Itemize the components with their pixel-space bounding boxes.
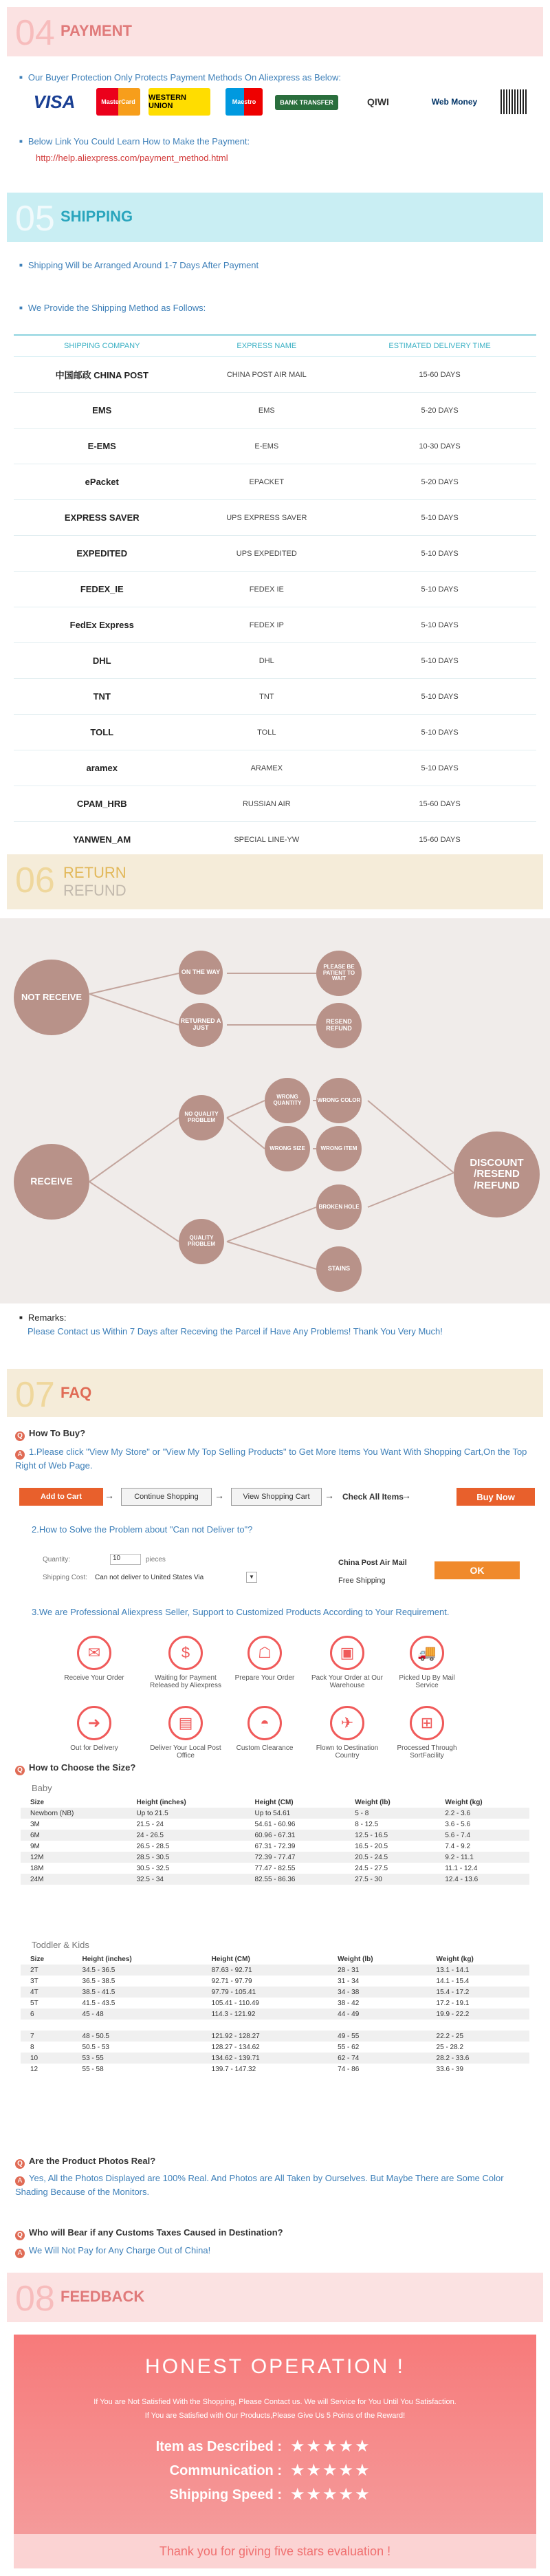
shipping-time-cell: 5-10 DAYS (343, 715, 536, 750)
shipping-name-cell: TOLL (190, 715, 344, 750)
payment-line1: ■ Our Buyer Protection Only Protects Payment Methods On Aliexpress as Below: (19, 72, 341, 83)
no-quality-circle: NO QUALITY PROBLEM (179, 1095, 224, 1140)
feedback-panel (14, 2335, 536, 2568)
shipping-row (14, 464, 536, 500)
size-header-cell: Size (21, 1953, 73, 1965)
size-cell: 9.2 - 11.1 (435, 1852, 529, 1863)
faq-a6 (15, 2245, 210, 2258)
process-step-icon: ☖ (248, 1636, 282, 1670)
shipping-company-cell: EXPRESS SAVER (14, 500, 190, 536)
size-cell: 5T (30, 1999, 38, 2007)
shipping-company-cell: FedEx Express (14, 607, 190, 643)
shipping-company-cell: DHL (14, 643, 190, 679)
feedback-banner (7, 2273, 543, 2322)
size-cell: 3T (30, 1977, 38, 1985)
faq-q1-text: How To Buy? (29, 1428, 86, 1438)
quality-problem-circle: QUALITY PROBLEM (179, 1219, 224, 1264)
discount-circle: DISCOUNT /RESEND /REFUND (454, 1132, 540, 1217)
size-cell: 72.39 - 77.47 (245, 1852, 346, 1863)
rating-label-item: Item as Described : (155, 2439, 282, 2454)
size-header-cell: Weight (kg) (435, 1797, 529, 1808)
size-row (21, 2053, 529, 2064)
size-cell: 92.71 - 97.79 (211, 1977, 252, 1985)
shipping-company-cell: TNT (14, 679, 190, 715)
feedback-line1: If You are Not Satisfied With the Shopping, Please Contact us. We will Service for You Until You Satisfaction. (94, 2398, 456, 2406)
size-cell: 45 - 48 (73, 2009, 202, 2020)
size-header-cell: Height (CM) (202, 1953, 328, 1965)
be-patient-circle: PLEASE BE PATIENT TO WAIT (316, 951, 362, 996)
refund-title1: RETURN (63, 864, 126, 881)
size-cell (427, 2020, 529, 2031)
shipping-time-cell: 15-60 DAYS (343, 822, 536, 858)
shipping-company-cell: YANWEN_AM (14, 822, 190, 858)
size-row (21, 1808, 529, 1819)
size-cell (328, 2020, 426, 2031)
faq-number: 07 (15, 1375, 55, 1415)
col-time: ESTIMATED DELIVERY TIME (343, 335, 536, 357)
size-row (21, 1976, 529, 1987)
size-cell: 28 - 31 (328, 1965, 426, 1976)
faq-q6 (15, 2227, 283, 2240)
size-cell: 15.4 - 17.2 (427, 1987, 529, 1998)
not-receive-circle: NOT RECEIVE (14, 960, 89, 1035)
size-header-cell: Weight (lb) (328, 1953, 426, 1965)
size-cell: 12M (21, 1852, 127, 1863)
faq-q4 (15, 1762, 135, 1775)
shipping-time-cell: 5-10 DAYS (343, 500, 536, 536)
size-cell: 128.27 - 134.62 (211, 2043, 260, 2051)
faq-q5 (15, 2156, 155, 2169)
col-company: SHIPPING COMPANY (14, 335, 190, 357)
faq-q5-text: Are the Product Photos Real? (29, 2156, 156, 2166)
process-step-label: Flown to Destination Country (316, 1744, 379, 1760)
shipping-name-cell: E-EMS (190, 429, 344, 464)
payment-banner (7, 7, 543, 56)
size-cell: 32.5 - 34 (127, 1874, 245, 1885)
step-arrow-icon: → (104, 1490, 114, 1501)
q-dot-icon: Q (15, 2159, 25, 2169)
faq-q2: 2.How to Solve the Problem about "Can not Deliver to"? (32, 1524, 253, 1535)
size-cell: 2.2 - 3.6 (435, 1808, 529, 1819)
process-step-icon: ✉ (77, 1636, 111, 1670)
shipping-row (14, 750, 536, 786)
webmoney-logo: Web Money (431, 97, 478, 107)
size-cell: 11.1 - 12.4 (445, 1864, 478, 1872)
continue-shopping-button[interactable]: Continue Shopping (121, 1488, 212, 1506)
size-cell: 16.5 - 20.5 (355, 1842, 388, 1850)
view-cart-button[interactable]: View Shopping Cart (231, 1488, 322, 1506)
size-cell (73, 2020, 202, 2031)
process-step-icon: ✈ (330, 1706, 364, 1740)
shipping-line2: ■ We Provide the Shipping Method as Follows: (19, 303, 206, 313)
size-row (21, 1998, 529, 2009)
ok-button[interactable]: OK (434, 1561, 520, 1579)
on-way-circle: ON THE WAY (179, 951, 223, 995)
shipping-name-cell: EPACKET (190, 464, 344, 500)
quantity-input[interactable]: 10 (110, 1554, 141, 1565)
size-cell: 54.61 - 60.96 (254, 1820, 296, 1828)
size-cell: 6 (21, 2009, 73, 2020)
size-cell: 21.5 - 24 (136, 1820, 164, 1828)
size-cell: 10 (21, 2053, 73, 2064)
shipping-time-cell: 5-20 DAYS (343, 393, 536, 429)
size-cell: 24.5 - 27.5 (355, 1864, 388, 1872)
faq-q3: 3.We are Professional Aliexpress Seller, Support to Customized Products According to Your Requirement. (32, 1607, 450, 1617)
refund-number: 06 (15, 861, 55, 900)
shipping-name-cell: FEDEX IE (190, 572, 344, 607)
broken-hole-circle: BROKEN HOLE (316, 1184, 362, 1230)
size-header-cell: Height (CM) (245, 1797, 346, 1808)
a-dot-icon: A (15, 2249, 25, 2258)
size-cell: 17.2 - 19.1 (436, 1999, 470, 2007)
shipping-time-cell: 5-10 DAYS (343, 643, 536, 679)
size-cell: 97.79 - 105.41 (202, 1987, 328, 1998)
size-row (21, 2042, 529, 2053)
faq-a5 (15, 2172, 538, 2198)
shipping-row (14, 572, 536, 607)
size-cell: 55 - 58 (82, 2065, 104, 2073)
faq-q1 (15, 1428, 85, 1441)
size-cell: 134.62 - 139.71 (202, 2053, 328, 2064)
size-cell: 5.6 - 7.4 (435, 1830, 529, 1841)
size-header-cell: Weight (kg) (427, 1953, 529, 1965)
size-cell: 48 - 50.5 (73, 2031, 202, 2042)
payment-title: PAYMENT (60, 22, 132, 39)
size-header-cell: Weight (lb) (345, 1797, 435, 1808)
size-cell: 31 - 34 (338, 1977, 360, 1985)
size-cell: 53 - 55 (73, 2053, 202, 2064)
process-step-label: Waiting for Payment Released by Aliexpress (150, 1674, 221, 1689)
shipping-time-cell: 15-60 DAYS (343, 786, 536, 822)
process-step-icon: ◓ (248, 1706, 282, 1740)
barcode-icon (500, 89, 528, 114)
step-arrow-icon: → (214, 1490, 224, 1501)
pieces-label: pieces (146, 1556, 166, 1563)
receive-circle: RECEIVE (14, 1144, 89, 1220)
size-row (21, 2031, 529, 2042)
faq-a6-text: We Will Not Pay for Any Charge Out of China! (29, 2245, 211, 2255)
shipping-company-cell: FEDEX_IE (14, 572, 190, 607)
size-cell (202, 2020, 328, 2031)
maestro-logo: Maestro (226, 88, 263, 116)
bank-transfer-logo: BANK TRANSFER (275, 95, 338, 110)
size-cell: 19.9 - 22.2 (427, 2009, 529, 2020)
shipping-name-cell: FEDEX IP (190, 607, 344, 643)
shipping-name-cell: SPECIAL LINE-YW (190, 822, 344, 858)
process-step-label: Picked Up By Mail Service (399, 1674, 455, 1689)
qiwi-logo: QIWI (367, 96, 389, 107)
wrong-item-circle: WRONG ITEM (316, 1126, 362, 1171)
size-cell: 36.5 - 38.5 (82, 1977, 116, 1985)
size-cell: 139.7 - 147.32 (211, 2065, 256, 2073)
size-cell: Up to 21.5 (127, 1808, 245, 1819)
size-cell: 20.5 - 24.5 (345, 1852, 435, 1863)
size-cell: 28.5 - 30.5 (127, 1852, 245, 1863)
rating-stars-comm: ★★★★★ (290, 2461, 371, 2480)
remarks-title: ■ Remarks: (19, 1312, 66, 1323)
feedback-number: 08 (15, 2279, 55, 2319)
process-step-label: Receive Your Order (64, 1674, 124, 1682)
size-row (21, 2064, 529, 2075)
rating-label-speed: Shipping Speed : (169, 2487, 282, 2502)
process-step-icon: ▣ (330, 1636, 364, 1670)
wrong-size-circle: WRONG SIZE (265, 1126, 310, 1171)
size-cell: 18M (30, 1864, 44, 1872)
faq-banner (7, 1369, 543, 1417)
toddler-label: Toddler & Kids (32, 1940, 89, 1950)
size-cell: 26.5 - 28.5 (136, 1842, 170, 1850)
size-row (21, 1987, 529, 1998)
faq-a1-text: 1.Please click "View My Store" or "View My Top Selling Products" to Get More Items You Want With Shopping Cart,On the Top Right of Web Page. (15, 1447, 527, 1471)
size-cell: 27.5 - 30 (345, 1874, 435, 1885)
size-cell: 3.6 - 5.6 (445, 1820, 471, 1828)
shipping-name-cell: ARAMEX (190, 750, 344, 786)
q-dot-icon: Q (15, 2231, 25, 2240)
refund-banner (7, 854, 543, 909)
process-step-label: Processed Through SortFacility (397, 1744, 457, 1760)
shipping-time-cell: 10-30 DAYS (343, 429, 536, 464)
faq-a5-text: Yes, All the Photos Displayed are 100% Real. And Photos are All Taken by Ourselves. But Maybe There are Some Color Shading Because of the Monitors. (15, 2173, 504, 2197)
size-cell: 6M (21, 1830, 127, 1841)
shipping-name-cell: DHL (190, 643, 344, 679)
size-cell: 67.31 - 72.39 (254, 1842, 296, 1850)
shipping-time-cell: 5-10 DAYS (343, 679, 536, 715)
shipping-row (14, 429, 536, 464)
shipping-company-cell: aramex (14, 750, 190, 786)
shipping-banner (7, 193, 543, 242)
rating-label-comm: Communication : (169, 2463, 282, 2478)
size-cell: 8 - 12.5 (355, 1820, 379, 1828)
feedback-line2: If You are Satisfied with Our Products,Please Give Us 5 Points of the Reward! (144, 2412, 406, 2420)
size-header-cell: Height (inches) (127, 1797, 245, 1808)
shipping-time-cell: 15-60 DAYS (343, 357, 536, 393)
buy-now-button[interactable]: Buy Now (456, 1488, 535, 1506)
size-cell: 9M (30, 1842, 40, 1850)
thanks-text: Thank you for giving five stars evaluation ! (159, 2544, 391, 2558)
size-cell: 87.63 - 92.71 (202, 1965, 328, 1976)
payment-number: 04 (15, 13, 55, 53)
shipping-company-cell: 中国邮政 CHINA POST (14, 357, 190, 393)
process-step-label: Out for Delivery (70, 1744, 118, 1752)
shipping-row (14, 536, 536, 572)
size-cell: 55 - 62 (338, 2043, 360, 2051)
process-step-icon: 🚚 (410, 1636, 444, 1670)
visa-logo: VISA (33, 91, 76, 112)
shipping-company-cell: TOLL (14, 715, 190, 750)
shipping-name-cell: CHINA POST AIR MAIL (190, 357, 344, 393)
shipping-row (14, 786, 536, 822)
step-arrow-icon: → (324, 1490, 334, 1501)
size-cell: 38.5 - 41.5 (73, 1987, 202, 1998)
rating-stars-item: ★★★★★ (290, 2437, 371, 2456)
dropdown-chevron-icon[interactable]: ▼ (246, 1572, 257, 1583)
payment-line2: ■ Below Link You Could Learn How to Make the Payment: (19, 136, 250, 147)
size-cell: 77.47 - 82.55 (254, 1864, 296, 1872)
size-cell: 62 - 74 (328, 2053, 426, 2064)
process-step-icon: ➜ (77, 1706, 111, 1740)
shipping-row (14, 679, 536, 715)
size-cell: Up to 54.61 (245, 1808, 346, 1819)
shipping-row (14, 393, 536, 429)
size-cell: 60.96 - 67.31 (245, 1830, 346, 1841)
size-cell (21, 2020, 73, 2031)
process-step-icon: ⊞ (410, 1706, 444, 1740)
shipping-line1: ■ Shipping Will be Arranged Around 1-7 Days After Payment (19, 260, 258, 270)
process-step-label: Prepare Your Order (234, 1674, 295, 1682)
cannot-deliver-text: Can not deliver to United States Via (95, 1574, 204, 1581)
size-cell: 13.1 - 14.1 (427, 1965, 529, 1976)
size-cell: 22.2 - 25 (427, 2031, 529, 2042)
col-express: EXPRESS NAME (190, 335, 344, 357)
size-cell: 28.2 - 33.6 (427, 2053, 529, 2064)
free-shipping-label: Free Shipping (338, 1577, 386, 1585)
baby-label: Baby (32, 1783, 52, 1793)
shipping-name-cell: UPS EXPEDITED (190, 536, 344, 572)
shipping-table (14, 334, 536, 858)
shipping-company-cell: ePacket (14, 464, 190, 500)
faq-q4-text: How to Choose the Size? (29, 1762, 136, 1773)
shipping-time-cell: 5-10 DAYS (343, 607, 536, 643)
shipping-number: 05 (15, 199, 55, 239)
size-cell: 5 - 8 (345, 1808, 435, 1819)
honest-operation-title: HONEST OPERATION ! (145, 2355, 405, 2378)
size-cell: 30.5 - 32.5 (136, 1864, 170, 1872)
size-cell: 2T (21, 1965, 73, 1976)
a-dot-icon: A (15, 2176, 25, 2186)
size-row (21, 1965, 529, 1976)
shipping-row (14, 500, 536, 536)
size-cell: 34.5 - 36.5 (73, 1965, 202, 1976)
shipping-title: SHIPPING (60, 208, 133, 225)
faq-a1 (15, 1446, 538, 1472)
toddler-size-table (21, 1953, 529, 2075)
baby-size-table (21, 1797, 529, 1885)
size-row (21, 1819, 529, 1830)
resend-refund-circle: RESEND REFUND (316, 1003, 362, 1048)
size-cell: 114.3 - 121.92 (202, 2009, 328, 2020)
check-items-label: Check All Items (342, 1492, 404, 1502)
size-cell: 24M (21, 1874, 127, 1885)
size-cell: 121.92 - 128.27 (202, 2031, 328, 2042)
size-cell: 14.1 - 15.4 (436, 1977, 470, 1985)
shipping-time-cell: 5-10 DAYS (343, 536, 536, 572)
faq-title: FAQ (60, 1384, 92, 1401)
size-row (21, 1863, 529, 1874)
shipping-row (14, 715, 536, 750)
shipping-company-cell: EXPEDITED (14, 536, 190, 572)
size-cell: 7 (21, 2031, 73, 2042)
size-header-row (21, 1953, 529, 1965)
size-row (21, 1874, 529, 1885)
shipping-row (14, 643, 536, 679)
feedback-title: FEEDBACK (60, 2288, 145, 2305)
size-cell: 82.55 - 86.36 (245, 1874, 346, 1885)
q-dot-icon: Q (15, 1766, 25, 1775)
size-cell: 49 - 55 (328, 2031, 426, 2042)
faq-q6-text: Who will Bear if any Customs Taxes Caused in Destination? (29, 2227, 283, 2238)
size-row (21, 1852, 529, 1863)
shipping-name-cell: TNT (190, 679, 344, 715)
size-cell: 25 - 28.2 (436, 2043, 464, 2051)
process-step-label: Custom Clearance (236, 1744, 294, 1752)
q-dot-icon: Q (15, 1431, 25, 1441)
western-union-logo: WESTERN UNION (148, 88, 210, 116)
shipping-time-cell: 5-20 DAYS (343, 464, 536, 500)
size-row (21, 2020, 529, 2031)
wrong-quantity-circle: WRONG QUANTITY (265, 1078, 310, 1123)
size-cell: 7.4 - 9.2 (445, 1842, 471, 1850)
shipping-time-cell: 5-10 DAYS (343, 750, 536, 786)
size-cell: 12.5 - 16.5 (345, 1830, 435, 1841)
stains-circle: STAINS (316, 1246, 362, 1292)
size-cell: 44 - 49 (328, 2009, 426, 2020)
size-cell: 3M (30, 1820, 40, 1828)
add-to-cart-button[interactable]: Add to Cart (19, 1488, 103, 1506)
shipping-row (14, 822, 536, 858)
size-cell: 4T (21, 1987, 73, 1998)
size-cell: 38 - 42 (338, 1999, 360, 2007)
process-step-icon: $ (168, 1636, 203, 1670)
returned-circle: RETURNED A JUST (179, 1003, 223, 1047)
size-cell: 12.4 - 13.6 (435, 1874, 529, 1885)
shipping-cost-label: Shipping Cost: (43, 1574, 88, 1581)
shipping-company-cell: E-EMS (14, 429, 190, 464)
size-cell: 74 - 86 (338, 2065, 360, 2073)
size-cell: 12 (30, 2065, 38, 2073)
wrong-color-circle: WRONG COLOR (316, 1078, 362, 1123)
remarks-text: Please Contact us Within 7 Days after Receving the Parcel if Have Any Problems! Thank You Very Much! (28, 1326, 443, 1336)
step-arrow-icon: → (402, 1490, 411, 1501)
payment-link[interactable]: http://help.aliexpress.com/payment_method.html (36, 153, 228, 163)
shipping-company-cell: EMS (14, 393, 190, 429)
size-cell: 34 - 38 (328, 1987, 426, 1998)
shipping-row (14, 357, 536, 393)
process-step-label: Pack Your Order at Our Warehouse (311, 1674, 383, 1689)
size-row (21, 2009, 529, 2020)
process-step-icon: ▤ (168, 1706, 203, 1740)
size-header-row (21, 1797, 529, 1808)
size-header-cell: Height (inches) (73, 1953, 202, 1965)
size-row (21, 1841, 529, 1852)
shipping-company-cell: CPAM_HRB (14, 786, 190, 822)
size-cell: 33.6 - 39 (436, 2065, 464, 2073)
shipping-name-cell: EMS (190, 393, 344, 429)
size-header-cell: Size (21, 1797, 127, 1808)
refund-title2: REFUND (63, 882, 126, 899)
size-cell: Newborn (NB) (21, 1808, 127, 1819)
size-cell: 50.5 - 53 (82, 2043, 109, 2051)
size-row (21, 1830, 529, 1841)
shipping-time-cell: 5-10 DAYS (343, 572, 536, 607)
quantity-label: Quantity: (43, 1556, 71, 1563)
a-dot-icon: A (15, 1450, 25, 1460)
size-cell: 8 (30, 2043, 34, 2051)
mastercard-logo: MasterCard (96, 88, 140, 116)
rating-stars-speed: ★★★★★ (290, 2485, 371, 2504)
size-cell: 24 - 26.5 (127, 1830, 245, 1841)
size-cell: 41.5 - 43.5 (82, 1999, 116, 2007)
process-step-label: Deliver Your Local Post Office (150, 1744, 221, 1760)
size-cell: 105.41 - 110.49 (211, 1999, 259, 2007)
post-air-mail-label: China Post Air Mail (338, 1559, 407, 1567)
shipping-row (14, 607, 536, 643)
shipping-name-cell: RUSSIAN AIR (190, 786, 344, 822)
shipping-name-cell: UPS EXPRESS SAVER (190, 500, 344, 536)
